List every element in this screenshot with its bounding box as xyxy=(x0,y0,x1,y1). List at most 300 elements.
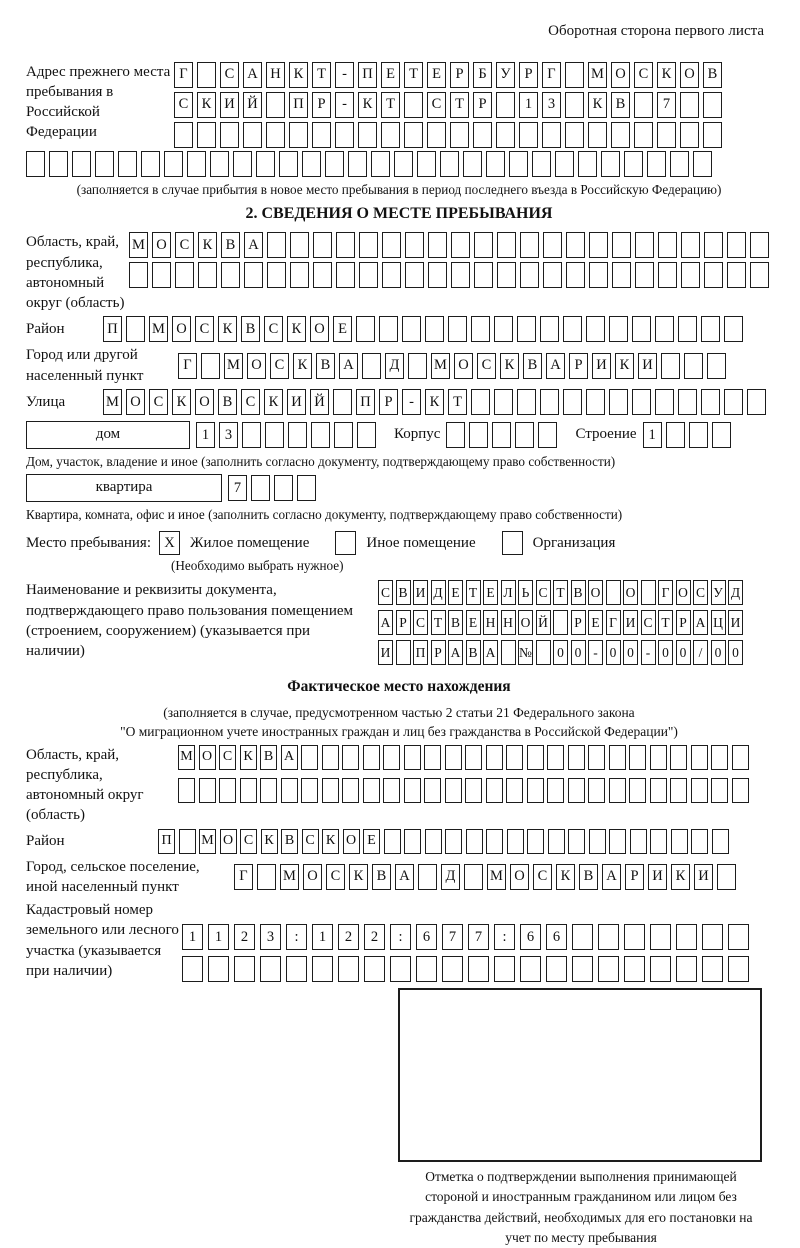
char-box[interactable]: О xyxy=(680,62,699,88)
char-box[interactable] xyxy=(724,389,743,415)
char-box[interactable] xyxy=(383,778,400,803)
char-box[interactable] xyxy=(348,151,367,177)
char-box[interactable] xyxy=(650,829,667,854)
char-box[interactable]: Ь xyxy=(518,580,533,605)
char-box[interactable]: П xyxy=(358,62,377,88)
char-box[interactable] xyxy=(199,778,216,803)
char-box[interactable] xyxy=(338,956,359,982)
char-box[interactable] xyxy=(220,122,239,148)
char-box[interactable]: К xyxy=(349,864,368,890)
char-box[interactable] xyxy=(451,232,470,258)
char-box[interactable] xyxy=(589,232,608,258)
char-box[interactable] xyxy=(208,956,229,982)
char-box[interactable]: Р xyxy=(625,864,644,890)
char-box[interactable] xyxy=(578,151,597,177)
char-box[interactable]: 7 xyxy=(468,924,489,950)
char-box[interactable] xyxy=(428,232,447,258)
char-box[interactable] xyxy=(279,151,298,177)
char-box[interactable] xyxy=(612,232,631,258)
char-box[interactable] xyxy=(290,262,309,288)
char-box[interactable] xyxy=(572,924,593,950)
char-box[interactable]: К xyxy=(264,389,283,415)
char-box[interactable]: К xyxy=(198,232,217,258)
char-box[interactable] xyxy=(201,353,220,379)
char-box[interactable] xyxy=(655,316,674,342)
char-box[interactable] xyxy=(466,829,483,854)
char-box[interactable]: А xyxy=(339,353,358,379)
char-box[interactable]: А xyxy=(378,610,393,635)
char-box[interactable] xyxy=(702,956,723,982)
char-box[interactable] xyxy=(465,778,482,803)
char-box[interactable] xyxy=(624,924,645,950)
char-box[interactable] xyxy=(532,151,551,177)
char-box[interactable]: Н xyxy=(483,610,498,635)
char-box[interactable] xyxy=(712,829,729,854)
char-box[interactable] xyxy=(546,956,567,982)
char-box[interactable] xyxy=(240,778,257,803)
char-box[interactable]: С xyxy=(149,389,168,415)
char-box[interactable]: А xyxy=(243,62,262,88)
char-box[interactable]: - xyxy=(641,640,656,665)
char-box[interactable] xyxy=(565,92,584,118)
char-box[interactable]: 3 xyxy=(542,92,561,118)
char-box[interactable] xyxy=(520,262,539,288)
char-box[interactable] xyxy=(703,92,722,118)
char-box[interactable]: О xyxy=(510,864,529,890)
char-box[interactable] xyxy=(244,262,263,288)
char-box[interactable]: 6 xyxy=(546,924,567,950)
char-box[interactable]: И xyxy=(623,610,638,635)
char-box[interactable] xyxy=(404,122,423,148)
char-box[interactable] xyxy=(670,745,687,770)
char-box[interactable] xyxy=(509,151,528,177)
char-box[interactable] xyxy=(732,778,749,803)
char-box[interactable]: И xyxy=(413,580,428,605)
char-box[interactable]: М xyxy=(280,864,299,890)
char-box[interactable] xyxy=(678,389,697,415)
char-box[interactable]: Р xyxy=(396,610,411,635)
char-box[interactable] xyxy=(586,316,605,342)
char-box[interactable] xyxy=(451,262,470,288)
char-box[interactable] xyxy=(494,389,513,415)
char-box[interactable] xyxy=(469,422,488,448)
char-box[interactable] xyxy=(141,151,160,177)
char-box[interactable] xyxy=(424,745,441,770)
char-box[interactable] xyxy=(589,829,606,854)
char-box[interactable] xyxy=(563,389,582,415)
char-box[interactable] xyxy=(312,122,331,148)
char-box[interactable] xyxy=(540,389,559,415)
char-box[interactable] xyxy=(267,262,286,288)
char-box[interactable]: Р xyxy=(431,640,446,665)
char-box[interactable] xyxy=(517,389,536,415)
char-box[interactable] xyxy=(520,956,541,982)
char-box[interactable] xyxy=(747,389,766,415)
char-box[interactable] xyxy=(515,422,534,448)
char-box[interactable] xyxy=(732,745,749,770)
char-box[interactable] xyxy=(289,122,308,148)
char-box[interactable]: Е xyxy=(427,62,446,88)
char-box[interactable]: / xyxy=(693,640,708,665)
char-box[interactable]: А xyxy=(395,864,414,890)
char-box[interactable]: О xyxy=(199,745,216,770)
char-box[interactable]: Г xyxy=(234,864,253,890)
char-box[interactable] xyxy=(126,316,145,342)
char-box[interactable] xyxy=(632,389,651,415)
char-box[interactable] xyxy=(712,422,731,448)
char-box[interactable]: 1 xyxy=(208,924,229,950)
char-box[interactable]: К xyxy=(657,62,676,88)
char-box[interactable] xyxy=(536,640,551,665)
char-box[interactable] xyxy=(611,122,630,148)
char-box[interactable] xyxy=(267,232,286,258)
char-box[interactable] xyxy=(501,640,516,665)
char-box[interactable] xyxy=(363,745,380,770)
char-box[interactable]: - xyxy=(402,389,421,415)
char-box[interactable] xyxy=(520,232,539,258)
char-box[interactable] xyxy=(448,316,467,342)
char-box[interactable]: 1 xyxy=(182,924,203,950)
char-box[interactable]: Р xyxy=(473,92,492,118)
char-box[interactable] xyxy=(234,956,255,982)
char-box[interactable] xyxy=(496,92,515,118)
char-box[interactable] xyxy=(379,316,398,342)
char-box[interactable] xyxy=(658,232,677,258)
char-box[interactable] xyxy=(362,353,381,379)
char-box[interactable]: Р xyxy=(312,92,331,118)
char-box[interactable] xyxy=(703,122,722,148)
char-box[interactable] xyxy=(286,956,307,982)
char-box[interactable]: Т xyxy=(450,92,469,118)
char-box[interactable] xyxy=(357,422,376,448)
char-box[interactable] xyxy=(394,151,413,177)
char-box[interactable]: П xyxy=(289,92,308,118)
char-box[interactable] xyxy=(565,122,584,148)
char-box[interactable]: С xyxy=(634,62,653,88)
char-box[interactable]: 2 xyxy=(364,924,385,950)
char-box[interactable]: : xyxy=(286,924,307,950)
char-box[interactable] xyxy=(325,151,344,177)
char-box[interactable]: А xyxy=(281,745,298,770)
char-box[interactable]: К xyxy=(293,353,312,379)
char-box[interactable] xyxy=(242,422,261,448)
char-box[interactable]: : xyxy=(494,924,515,950)
char-box[interactable] xyxy=(26,151,45,177)
char-box[interactable]: И xyxy=(220,92,239,118)
char-box[interactable] xyxy=(635,262,654,288)
char-box[interactable]: В xyxy=(241,316,260,342)
char-box[interactable]: В xyxy=(611,92,630,118)
char-box[interactable] xyxy=(463,151,482,177)
char-box[interactable] xyxy=(251,475,270,501)
char-box[interactable] xyxy=(301,745,318,770)
char-box[interactable]: В xyxy=(571,580,586,605)
char-box[interactable]: А xyxy=(448,640,463,665)
char-box[interactable] xyxy=(405,232,424,258)
char-box[interactable] xyxy=(473,122,492,148)
char-box[interactable]: С xyxy=(536,580,551,605)
char-box[interactable]: П xyxy=(158,829,175,854)
char-box[interactable]: - xyxy=(335,92,354,118)
char-box[interactable]: 0 xyxy=(728,640,743,665)
char-box[interactable] xyxy=(290,232,309,258)
char-box[interactable] xyxy=(650,745,667,770)
char-box[interactable] xyxy=(606,580,621,605)
char-box[interactable]: А xyxy=(546,353,565,379)
char-box[interactable] xyxy=(408,353,427,379)
char-box[interactable]: О xyxy=(454,353,473,379)
char-box[interactable] xyxy=(542,122,561,148)
char-box[interactable]: О xyxy=(195,389,214,415)
char-box[interactable]: С xyxy=(270,353,289,379)
char-box[interactable]: 7 xyxy=(657,92,676,118)
char-box[interactable]: О xyxy=(676,580,691,605)
char-box[interactable] xyxy=(179,829,196,854)
char-box[interactable]: К xyxy=(615,353,634,379)
char-box[interactable] xyxy=(418,864,437,890)
char-box[interactable] xyxy=(517,316,536,342)
char-box[interactable] xyxy=(566,262,585,288)
char-box[interactable] xyxy=(681,232,700,258)
char-box[interactable]: А xyxy=(693,610,708,635)
char-box[interactable] xyxy=(384,829,401,854)
char-box[interactable] xyxy=(691,745,708,770)
char-box[interactable]: Й xyxy=(536,610,551,635)
char-box[interactable]: Г xyxy=(178,353,197,379)
char-box[interactable]: Е xyxy=(588,610,603,635)
char-box[interactable] xyxy=(425,316,444,342)
char-box[interactable] xyxy=(702,924,723,950)
char-box[interactable]: С xyxy=(378,580,393,605)
char-box[interactable] xyxy=(381,122,400,148)
char-box[interactable] xyxy=(390,956,411,982)
char-box[interactable] xyxy=(445,745,462,770)
char-box[interactable] xyxy=(568,829,585,854)
char-box[interactable]: № xyxy=(518,640,533,665)
char-box[interactable]: Р xyxy=(676,610,691,635)
char-box[interactable] xyxy=(274,475,293,501)
char-box[interactable]: С xyxy=(693,580,708,605)
char-box[interactable] xyxy=(260,956,281,982)
char-box[interactable] xyxy=(547,778,564,803)
char-box[interactable] xyxy=(609,778,626,803)
char-box[interactable]: Т xyxy=(448,389,467,415)
char-box[interactable] xyxy=(313,232,332,258)
char-box[interactable] xyxy=(402,316,421,342)
char-box[interactable] xyxy=(609,745,626,770)
char-box[interactable]: И xyxy=(694,864,713,890)
char-box[interactable]: Н xyxy=(501,610,516,635)
char-box[interactable]: С xyxy=(264,316,283,342)
char-box[interactable] xyxy=(681,262,700,288)
char-box[interactable]: Н xyxy=(266,62,285,88)
char-box[interactable]: Д xyxy=(441,864,460,890)
char-box[interactable]: П xyxy=(356,389,375,415)
char-box[interactable]: Р xyxy=(519,62,538,88)
char-box[interactable]: 0 xyxy=(606,640,621,665)
char-box[interactable] xyxy=(684,353,703,379)
char-box[interactable]: 0 xyxy=(658,640,673,665)
char-box[interactable]: У xyxy=(496,62,515,88)
char-box[interactable] xyxy=(691,829,708,854)
char-box[interactable] xyxy=(417,151,436,177)
char-box[interactable]: К xyxy=(240,745,257,770)
char-box[interactable] xyxy=(336,262,355,288)
char-box[interactable]: А xyxy=(483,640,498,665)
char-box[interactable]: П xyxy=(413,640,428,665)
char-box[interactable] xyxy=(693,151,712,177)
char-box[interactable]: М xyxy=(431,353,450,379)
char-box[interactable] xyxy=(506,745,523,770)
char-box[interactable]: О xyxy=(172,316,191,342)
char-box[interactable] xyxy=(471,389,490,415)
char-box[interactable]: В xyxy=(579,864,598,890)
char-box[interactable] xyxy=(129,262,148,288)
char-box[interactable] xyxy=(427,122,446,148)
char-box[interactable]: О xyxy=(518,610,533,635)
char-box[interactable]: О xyxy=(247,353,266,379)
char-box[interactable] xyxy=(497,262,516,288)
char-box[interactable]: Е xyxy=(363,829,380,854)
char-box[interactable]: Е xyxy=(466,610,481,635)
char-box[interactable]: : xyxy=(390,924,411,950)
char-box[interactable]: Т xyxy=(466,580,481,605)
char-box[interactable]: Д xyxy=(385,353,404,379)
char-box[interactable]: 6 xyxy=(416,924,437,950)
char-box[interactable] xyxy=(601,151,620,177)
char-box[interactable] xyxy=(655,389,674,415)
char-box[interactable] xyxy=(572,956,593,982)
char-box[interactable]: О xyxy=(623,580,638,605)
char-box[interactable]: О xyxy=(126,389,145,415)
char-box[interactable] xyxy=(197,62,216,88)
char-box[interactable] xyxy=(336,232,355,258)
char-box[interactable] xyxy=(727,232,746,258)
char-box[interactable]: С xyxy=(413,610,428,635)
char-box[interactable] xyxy=(198,262,217,288)
char-box[interactable] xyxy=(335,122,354,148)
char-box[interactable] xyxy=(609,389,628,415)
char-box[interactable]: 0 xyxy=(553,640,568,665)
char-box[interactable] xyxy=(197,122,216,148)
char-box[interactable] xyxy=(233,151,252,177)
char-box[interactable] xyxy=(540,316,559,342)
char-box[interactable] xyxy=(704,262,723,288)
char-box[interactable] xyxy=(676,956,697,982)
char-box[interactable] xyxy=(624,151,643,177)
char-box[interactable] xyxy=(661,353,680,379)
char-box[interactable]: М xyxy=(103,389,122,415)
char-box[interactable] xyxy=(301,778,318,803)
char-box[interactable] xyxy=(428,262,447,288)
char-box[interactable] xyxy=(689,422,708,448)
char-box[interactable]: В xyxy=(466,640,481,665)
char-box[interactable]: А xyxy=(602,864,621,890)
char-box[interactable] xyxy=(405,262,424,288)
char-box[interactable]: А xyxy=(244,232,263,258)
char-box[interactable] xyxy=(311,422,330,448)
char-box[interactable] xyxy=(445,778,462,803)
char-box[interactable] xyxy=(670,778,687,803)
char-box[interactable] xyxy=(629,778,646,803)
char-box[interactable] xyxy=(359,262,378,288)
char-box[interactable] xyxy=(260,778,277,803)
char-box[interactable] xyxy=(543,232,562,258)
char-box[interactable]: 2 xyxy=(338,924,359,950)
char-box[interactable] xyxy=(728,924,749,950)
char-box[interactable]: Ц xyxy=(711,610,726,635)
char-box[interactable]: Е xyxy=(381,62,400,88)
char-box[interactable] xyxy=(464,864,483,890)
char-box[interactable]: Р xyxy=(450,62,469,88)
char-box[interactable]: С xyxy=(302,829,319,854)
char-box[interactable] xyxy=(468,956,489,982)
char-box[interactable] xyxy=(701,389,720,415)
char-box[interactable]: Б xyxy=(473,62,492,88)
char-box[interactable]: К xyxy=(287,316,306,342)
char-box[interactable] xyxy=(312,956,333,982)
char-box[interactable]: 1 xyxy=(519,92,538,118)
char-box[interactable] xyxy=(382,262,401,288)
char-box[interactable] xyxy=(334,422,353,448)
char-box[interactable]: О xyxy=(152,232,171,258)
char-box[interactable]: Г xyxy=(658,580,673,605)
char-box[interactable] xyxy=(657,122,676,148)
char-box[interactable]: С xyxy=(174,92,193,118)
char-box[interactable]: К xyxy=(556,864,575,890)
char-box[interactable]: 2 xyxy=(234,924,255,950)
other-premises-checkbox[interactable] xyxy=(335,531,356,555)
char-box[interactable] xyxy=(568,745,585,770)
char-box[interactable]: С xyxy=(641,610,656,635)
char-box[interactable] xyxy=(750,232,769,258)
char-box[interactable] xyxy=(519,122,538,148)
char-box[interactable]: Т xyxy=(431,610,446,635)
char-box[interactable] xyxy=(609,829,626,854)
char-box[interactable]: С xyxy=(326,864,345,890)
char-box[interactable] xyxy=(221,262,240,288)
char-box[interactable] xyxy=(680,92,699,118)
char-box[interactable] xyxy=(486,829,503,854)
char-box[interactable] xyxy=(650,956,671,982)
char-box[interactable] xyxy=(265,422,284,448)
char-box[interactable] xyxy=(666,422,685,448)
char-box[interactable]: В xyxy=(316,353,335,379)
char-box[interactable] xyxy=(588,745,605,770)
char-box[interactable] xyxy=(548,829,565,854)
char-box[interactable] xyxy=(416,956,437,982)
char-box[interactable] xyxy=(297,475,316,501)
char-box[interactable] xyxy=(118,151,137,177)
char-box[interactable]: М xyxy=(129,232,148,258)
char-box[interactable]: Т xyxy=(404,62,423,88)
char-box[interactable] xyxy=(175,262,194,288)
char-box[interactable] xyxy=(612,262,631,288)
char-box[interactable] xyxy=(243,122,262,148)
char-box[interactable] xyxy=(356,316,375,342)
char-box[interactable]: И xyxy=(287,389,306,415)
char-box[interactable] xyxy=(95,151,114,177)
char-box[interactable]: 1 xyxy=(643,422,662,448)
char-box[interactable]: К xyxy=(500,353,519,379)
char-box[interactable]: М xyxy=(487,864,506,890)
char-box[interactable] xyxy=(630,829,647,854)
char-box[interactable]: Г xyxy=(174,62,193,88)
char-box[interactable]: Т xyxy=(553,580,568,605)
char-box[interactable] xyxy=(555,151,574,177)
char-box[interactable] xyxy=(543,262,562,288)
char-box[interactable]: О xyxy=(588,580,603,605)
